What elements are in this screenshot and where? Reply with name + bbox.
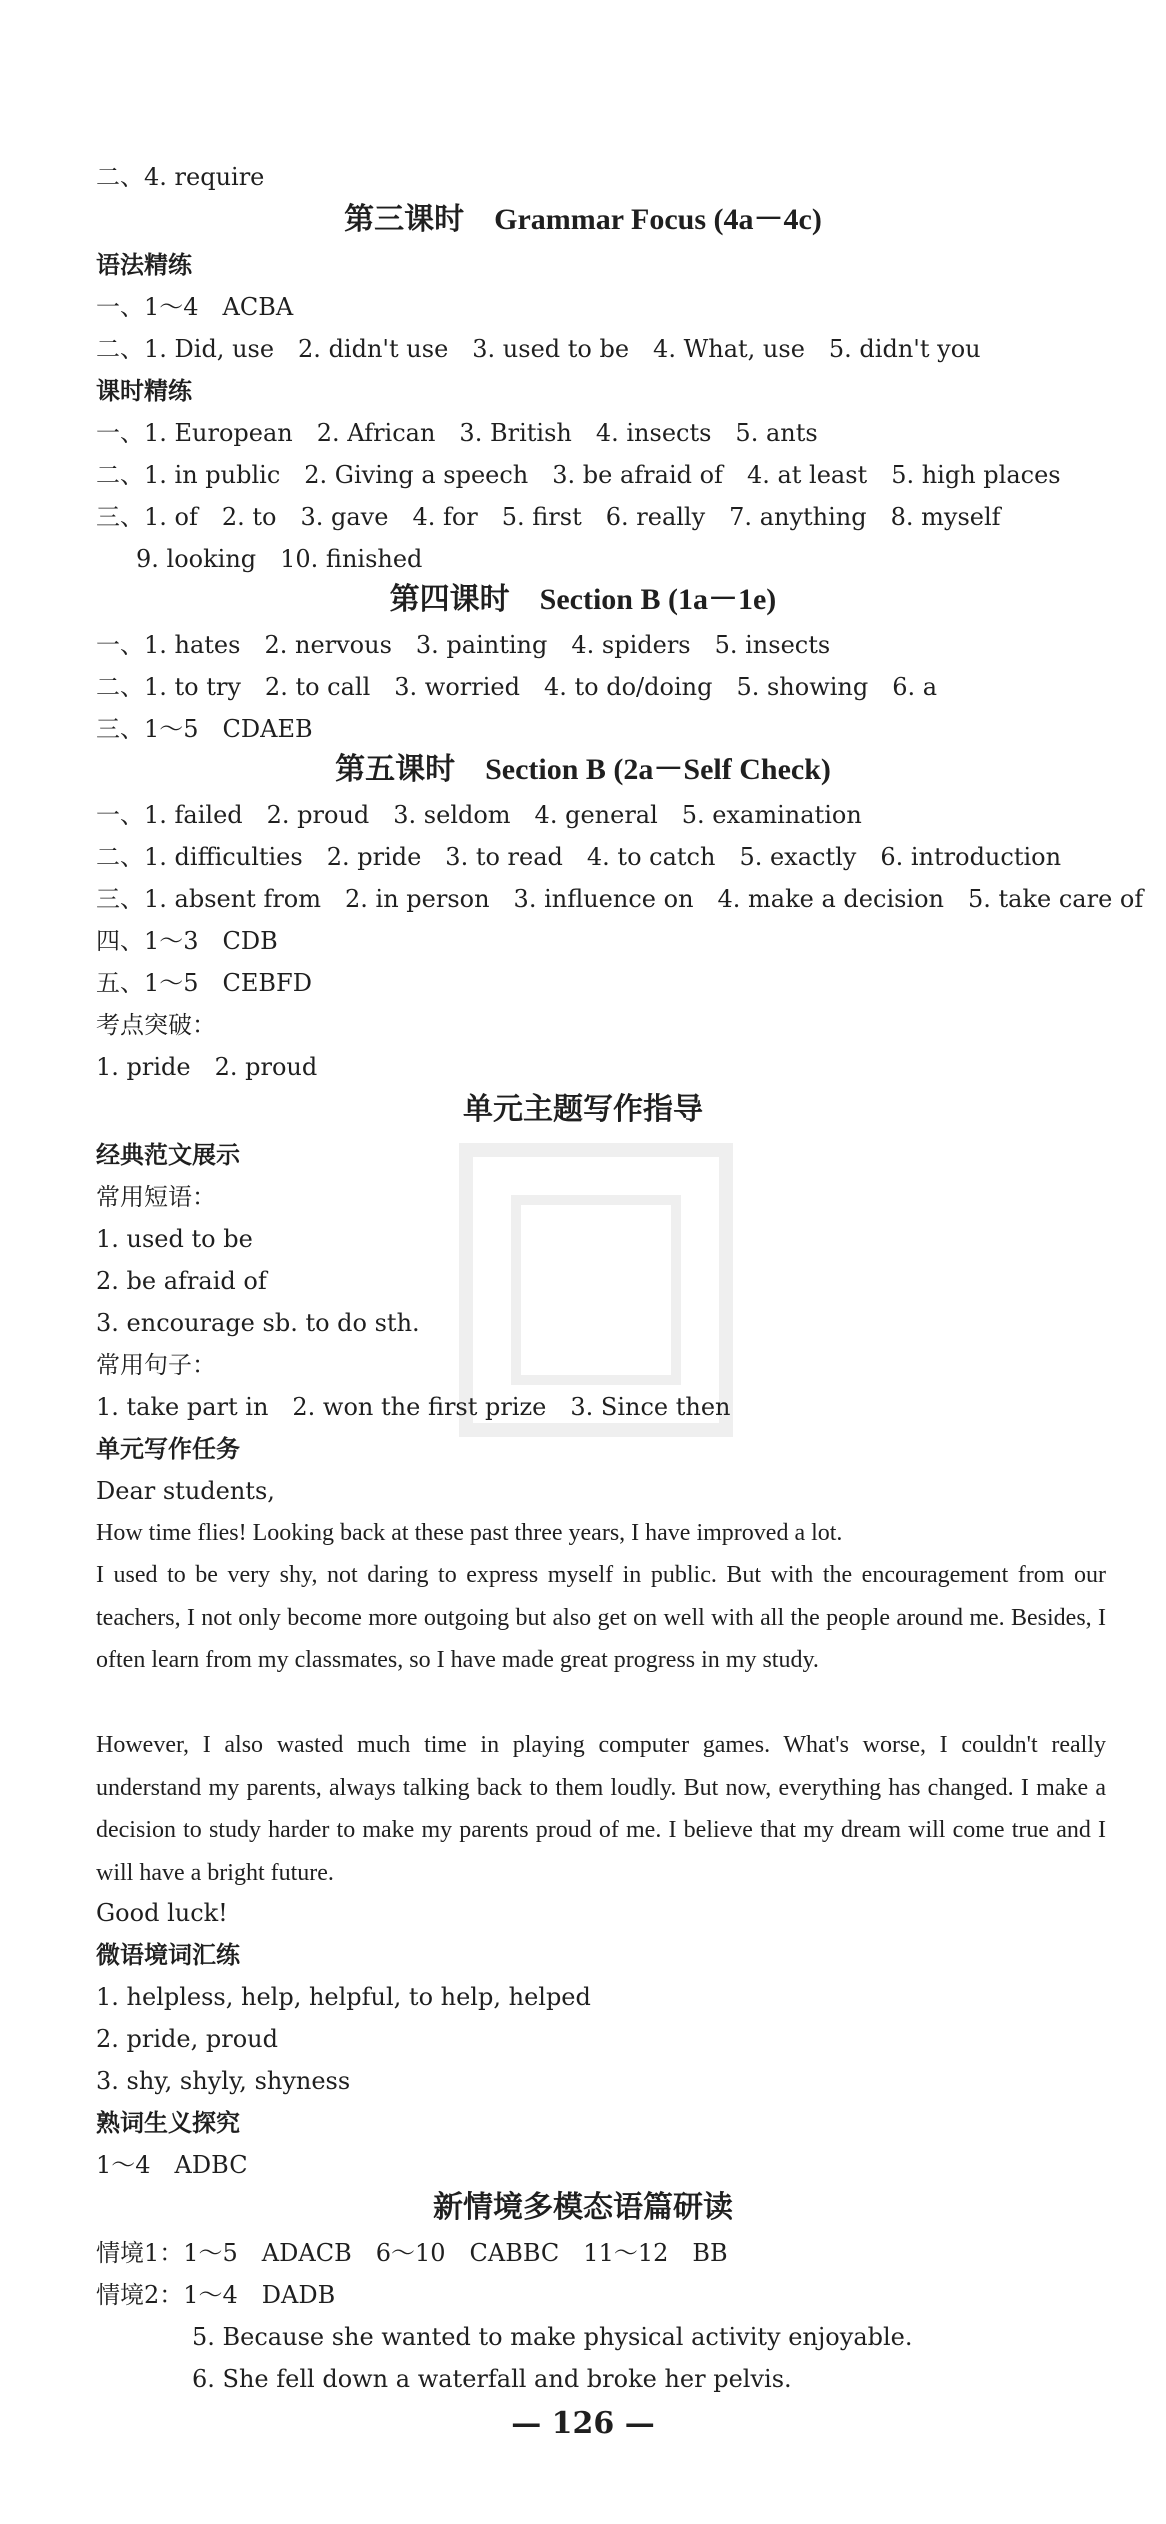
answer-line: 9. looking 10. finished xyxy=(136,545,423,573)
answer-line: 一、1. hates 2. nervous 3. painting 4. spiders 5. insects xyxy=(96,631,831,659)
answer-line: 二、1. in public 2. Giving a speech 3. be afraid of 4. at least 5. high places xyxy=(96,461,1061,489)
answer-line: 二、1. to try 2. to call 3. worried 4. to do/doing 5. showing 6. a xyxy=(96,673,938,701)
answer-line: 2. pride, proud xyxy=(96,2025,278,2053)
answer-line: 1. used to be xyxy=(96,1225,253,1253)
answer-line: 一、1. European 2. African 3. British 4. insects 5. ants xyxy=(96,419,818,447)
section-heading-lesson4: 第四课时 Section B (1a－1e) xyxy=(389,583,777,616)
answer-line: 5. Because she wanted to make physical activity enjoyable. xyxy=(192,2323,913,2351)
answer-line: 三、1. absent from 2. in person 3. influence on 4. make a decision 5. take care of xyxy=(96,885,1144,913)
section-heading-lesson5: 第五课时 Section B (2a－Self Check) xyxy=(335,753,831,786)
subheading-model-essay: 经典范文展示 xyxy=(96,1141,240,1169)
answer-line: 考点突破： xyxy=(96,1011,216,1039)
answer-line: 二、1. Did, use 2. didn't use 3. used to be 4. What, use 5. didn't you xyxy=(96,335,981,363)
answer-line: 常用句子： xyxy=(96,1351,216,1379)
section-heading-lesson3: 第三课时 Grammar Focus (4a－4c) xyxy=(344,203,822,236)
essay-paragraph: However, I also wasted much time in playing computer games. What's worse, I couldn't really understand my parents, always talking back to them loudly. But now, everything has changed. I make a decision to study harder to make my parents proud of me. I believe that my dream will come true and I will have a bright future. xyxy=(96,1732,1106,1886)
answer-line: 五、1～5 CEBFD xyxy=(96,969,312,997)
answer-line: 一、1～4 ACBA xyxy=(96,293,294,321)
answer-line: 3. shy, shyly, shyness xyxy=(96,2067,351,2095)
answer-line: 四、1～3 CDB xyxy=(96,927,278,955)
section-heading-multimodal-reading: 新情境多模态语篇研读 xyxy=(433,2191,733,2224)
essay-closing: Good luck! xyxy=(96,1899,228,1927)
answer-line: 1. pride 2. proud xyxy=(96,1053,318,1081)
answer-line: 1. helpless, help, helpful, to help, helped xyxy=(96,1983,591,2011)
essay-paragraph: How time flies! Looking back at these past three years, I have improved a lot. xyxy=(96,1520,843,1546)
subheading-word-meaning: 熟词生义探究 xyxy=(96,2109,240,2137)
answer-line: 二、4. require xyxy=(96,163,265,191)
subheading-writing-task: 单元写作任务 xyxy=(96,1435,240,1463)
essay-greeting: Dear students, xyxy=(96,1477,275,1505)
page-number: — 126 — xyxy=(511,2406,655,2441)
answer-line: 6. She fell down a waterfall and broke her pelvis. xyxy=(192,2365,792,2393)
answer-line: 二、1. difficulties 2. pride 3. to read 4. to catch 5. exactly 6. introduction xyxy=(96,843,1062,871)
subheading-lesson-practice: 课时精练 xyxy=(96,377,192,405)
answer-line: 一、1. failed 2. proud 3. seldom 4. general 5. examination xyxy=(96,801,862,829)
answer-line: 三、1～5 CDAEB xyxy=(96,715,313,743)
section-heading-writing-guide: 单元主题写作指导 xyxy=(463,1093,703,1126)
answer-line: 情境1：1～5 ADACB 6～10 CABBC 11～12 BB xyxy=(96,2239,728,2267)
answer-line: 三、1. of 2. to 3. gave 4. for 5. first 6. really 7. anything 8. myself xyxy=(96,503,1001,531)
answer-line: 1～4 ADBC xyxy=(96,2151,248,2179)
answer-line: 3. encourage sb. to do sth. xyxy=(96,1309,420,1337)
subheading-grammar-practice: 语法精练 xyxy=(96,251,192,279)
subheading-vocab-practice: 微语境词汇练 xyxy=(96,1941,240,1969)
answer-line: 1. take part in 2. won the first prize 3. Since then xyxy=(96,1393,731,1421)
answer-line: 2. be afraid of xyxy=(96,1267,267,1295)
answer-line: 情境2：1～4 DADB xyxy=(96,2281,336,2309)
answer-line: 常用短语： xyxy=(96,1183,216,1211)
essay-paragraph: I used to be very shy, not daring to express myself in public. But with the encouragement from our teachers, I not only become more outgoing but also get on well with all the people around me. Besides, I often learn from my classmates, so I have made great progress in my study. xyxy=(96,1562,1106,1673)
